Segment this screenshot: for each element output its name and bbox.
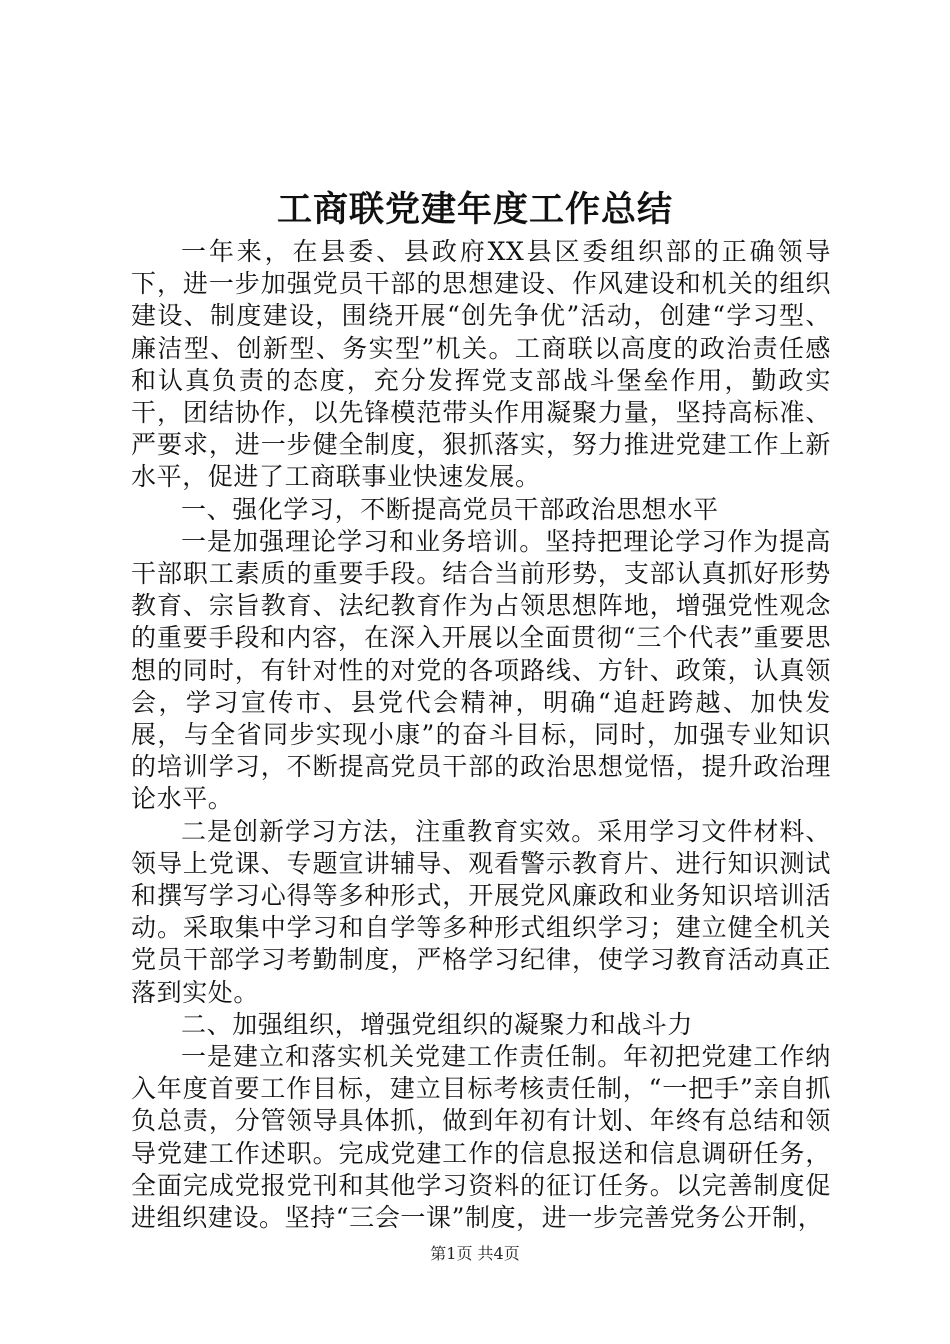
section-heading-1: 一、强化学习，不断提高党员干部政治思想水平 <box>181 494 719 524</box>
paragraph-1-2: 二是创新学习方法，注重教育实效。采用学习文件材料、领导上党课、专题宣讲辅导、观看警示教育片、进行知识测试和撰写学习心得等多种形式，开展党风廉政和业务知识培训活动。采取集中学习和自学等多种形式组织学习；建立健全机关党员干部学习考勤制度，严格学习纪律，使学习教育活动真正落到实处。 <box>131 816 831 1007</box>
paragraph-2-1: 一是建立和落实机关党建工作责任制。年初把党建工作纳入年度首要工作目标，建立目标考核责任制，“一把手”亲自抓负总责，分管领导具体抓，做到年初有计划、年终有总结和领导党建工作述职。完成党建工作的信息报送和信息调研任务，全面完成党报党刊和其他学习资料的征订任务。以完善制度促进组织建设。坚持“三会一课”制度，进一步完善党务公开制， <box>131 1042 831 1233</box>
document-body <box>131 236 831 1234</box>
page-number-footer: 第1页 共4页 <box>430 1244 520 1263</box>
paragraph-1-1: 一是加强理论学习和业务培训。坚持把理论学习作为提高干部职工素质的重要手段。结合当前形势，支部认真抓好形势教育、宗旨教育、法纪教育作为占领思想阵地，增强党性观念的重要手段和内容，在深入开展以全面贯彻“三个代表”重要思想的同时，有针对性的对党的各项路线、方针、政策，认真领会，学习宣传市、县党代会精神，明确“追赶跨越、加快发展，与全省同步实现小康”的奋斗目标，同时，加强专业知识的培训学习，不断提高党员干部的政治思想觉悟，提升政治理论水平。 <box>131 526 831 814</box>
document-title: 工商联党建年度工作总结 <box>276 189 673 230</box>
section-heading-2: 二、加强组织，增强党组织的凝聚力和战斗力 <box>181 1009 694 1039</box>
paragraph-intro: 一年来，在县委、县政府XX县区委组织部的正确领导下，进一步加强党员干部的思想建设、作风建设和机关的组织建设、制度建设，围绕开展“创先争优”活动，创建“学习型、廉洁型、创新型、务实型”机关。工商联以高度的政治责任感和认真负责的态度，充分发挥党支部战斗堡垒作用，勤政实干，团结协作，以先锋模范带头作用凝聚力量，坚持高标准、严要求，进一步健全制度，狠抓落实，努力推进党建工作上新水平，促进了工商联事业快速发展。 <box>131 237 831 492</box>
